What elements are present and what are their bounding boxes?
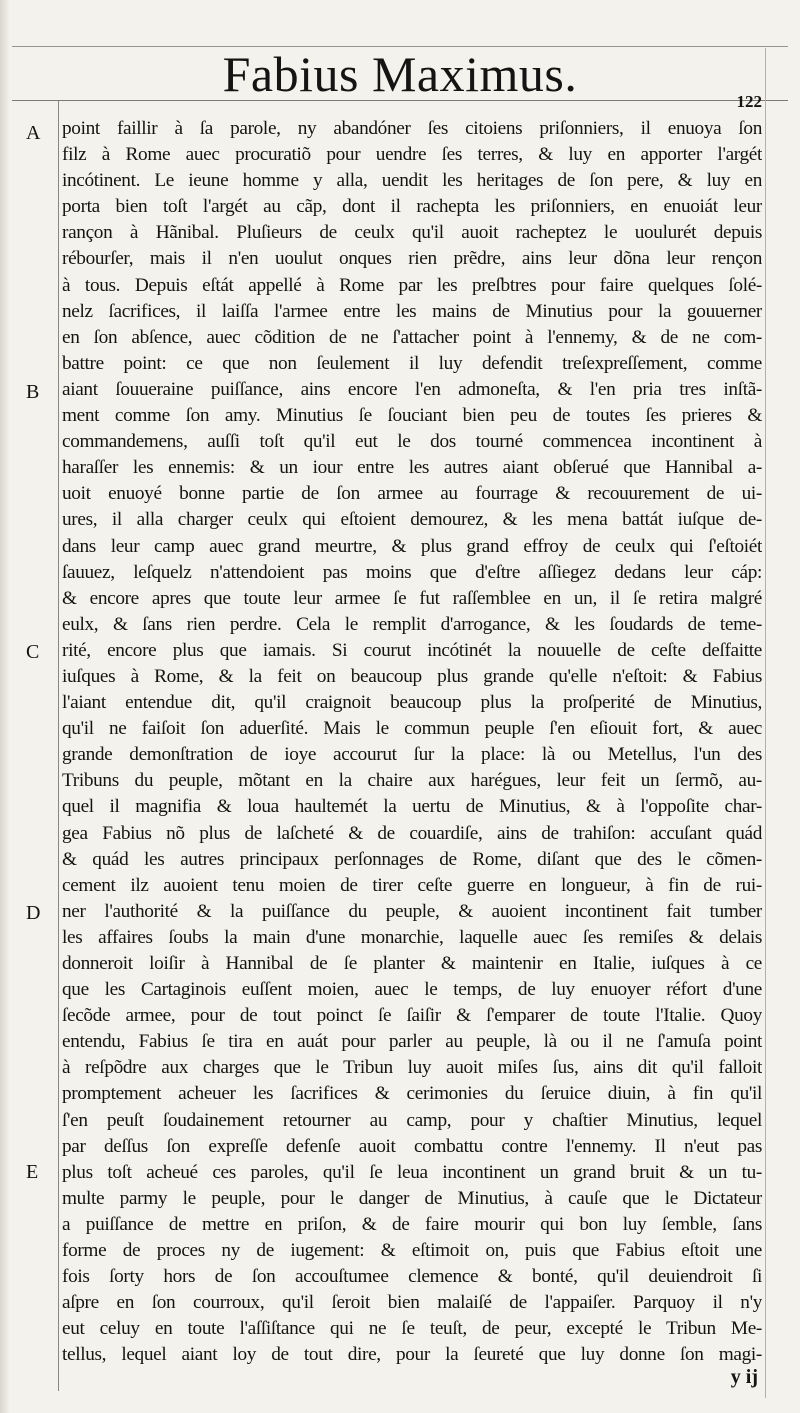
text-line: eulx, & ſans rien perdre. Cela le remplit d'arrogance, & les ſoudards de teme- (62, 613, 762, 635)
text-line: que les Cartaginois euſſent moien, auec le temps, de luy enuoyer réfort d'une (62, 979, 762, 1001)
text-line: ner l'authorité & la puiſſance du peuple, & auoient incontinent fait tumber (62, 900, 762, 922)
text-line: à reſpõdre aux charges que le Tribun luy auoit miſes ſus, ains dit qu'il falloit (62, 1057, 762, 1079)
page-number: 122 (736, 92, 762, 111)
text-line: tellus, lequel aiant loy de tout dire, pour la ſeureté que luy donne ſon magi- (62, 1344, 762, 1366)
text-line: promptement acheuer les ſacrifices & cerimonies du ſeruice diuin, à fin qu'il (62, 1083, 762, 1105)
text-line: ures, il alla charger ceulx qui eſtoient demourez, & les mena battát iuſque de- (62, 509, 762, 531)
text-line: gea Fabius nõ plus de laſcheté & de couardiſe, ains de trahiſon: accuſant quád (62, 822, 762, 844)
running-title: Fabius Maximus. (222, 46, 578, 102)
text-line: l'aiant entendue dit, qu'il craignoit beaucoup plus la proſperité de Minutius, (62, 692, 762, 714)
text-line: en ſon abſence, auec cõdition de ne ſ'attacher point à l'ennemy, & de ne com- (62, 326, 762, 348)
text-line: battre point: ce que non ſeulement il luy defendit treſexpreſſement, comme (62, 352, 762, 374)
text-line: incótinent. Le ieune homme y alla, uendit les heritages de ſon pere, & luy en (62, 170, 762, 192)
text-line: cement ilz auoient tenu moien de tirer ceſte guerre en longueur, à fin de rui- (62, 874, 762, 896)
text-line: point faillir à ſa parole, ny abandóner ſes citoiens priſonniers, il enuoya ſon (62, 118, 762, 139)
text-line: rébourſer, mais il n'en uoulut onques rien prẽdre, ains leur dõna leur rençon (62, 248, 762, 270)
margin-letter-d: D (26, 902, 41, 924)
text-line: dans leur camp auec grand meurtre, & plus grand effroy de ceulx qui ſ'eſtoiét (62, 535, 762, 557)
page-gutter-edge (0, 0, 10, 1413)
text-line: qu'il ne faiſoit ſon aduerſité. Mais le commun peuple ſ'en eſiouit fort, & auec (62, 718, 762, 740)
text-line: & quád les autres principaux perſonnages de Rome, diſant que des le cõmen- (62, 848, 762, 870)
margin-letter-e: E (26, 1161, 39, 1183)
text-line: les affaires ſoubs la main d'une monarchie, laquelle auec ſes remiſes & delais (62, 926, 762, 948)
text-line: rançon à Hãnibal. Pluſieurs de ceulx qu'il auoit racheptez le uoulurét depuis (62, 222, 762, 244)
text-line: & encore apres que toute leur armee ſe fut raſſemblee en un, il ſe retira malgré (62, 587, 762, 609)
text-line: par deſſus ſon expreſſe defenſe auoit combattu contre l'ennemy. Il n'eut pas (62, 1135, 762, 1157)
text-line: eut celuy en toute l'aſſiſtance qui ne ſe teuſt, de peur, excepté le Tribun Me- (62, 1318, 762, 1340)
margin-letter-b: B (26, 381, 40, 403)
text-line: plus toſt acheué ces paroles, qu'il ſe leua incontinent un grand bruit & un tu- (62, 1161, 762, 1183)
text-line: aiant ſouueraine puiſſance, ains encore l'en admoneſta, & l'en pria tres inſtã- (62, 378, 762, 400)
text-line: Tribuns du peuple, mõtant en la chaire aux harégues, leur feit un ſermõ, au- (62, 770, 762, 792)
margin-letter-a: A (26, 122, 41, 144)
text-line: iuſques à Rome, & la feit on beaucoup plus grande qu'elle n'eſtoit: & Fabius (62, 665, 762, 687)
text-line: commandemens, auſſi toſt qu'il eut le dos tourné commencea incontinent à (62, 431, 762, 453)
text-line: entendu, Fabius ſe tira en auát pour parler au peuple, là ou il ne ſ'amuſa point (62, 1031, 762, 1053)
text-line: ſ'en peuſt ſoudainement retourner au camp, pour y chaſtier Minutius, lequel (62, 1109, 762, 1131)
text-line: à tous. Depuis eſtát appellé à Rome par les preſbtres pour faire quelques ſolé- (62, 274, 762, 296)
text-line: donneroit loiſir à Hannibal de ſe planter & maintenir en Italie, iuſques à ce (62, 953, 762, 974)
text-line: a puiſſance de mettre en priſon, & de faire mourir qui bon luy ſemble, ſans (62, 1213, 762, 1235)
text-line: fois ſorty hors de ſon accouſtumee clemence & bonté, qu'il deuiendroit ſi (62, 1266, 762, 1288)
text-line: ſauuez, leſquelz n'attendoient pas moins que d'eſtre aſſiegez dedans leur cáp: (62, 561, 762, 583)
margin-letter-c: C (26, 641, 40, 663)
text-line: aſpre en ſon courroux, qu'il ſeroit bien malaiſé de l'appaiſer. Parquoy il n'y (62, 1292, 762, 1314)
body-text (62, 116, 762, 1369)
text-line: multe parmy le peuple, pour le danger de Minutius, à cauſe que le Dictateur (62, 1187, 762, 1209)
text-line: filz à Rome auec procuratiõ pour uendre ſes terres, & luy en apporter l'argét (62, 144, 762, 166)
margin-rule (58, 101, 59, 1391)
right-rule (765, 48, 766, 1398)
text-line: ment comme ſon amy. Minutius ſe ſouciant bien peu de toutes ſes prieres & (62, 405, 762, 427)
text-line: uoit enuoyé bonne partie de ſon armee au fourrage & recouurement de ui- (62, 483, 762, 505)
text-line: quel il magnifia & loua haultemét la uertu de Minutius, & à l'oppoſite char- (62, 796, 762, 818)
signature-mark: y ij (730, 1366, 758, 1388)
text-line: forme de proces ny de iugement: & eſtimoit on, puis que Fabius eſtoit une (62, 1240, 762, 1262)
text-line: haraſſer les ennemis: & un iour entre les autres aiant obſerué que Hannibal a- (62, 457, 762, 479)
text-line: ſecõde armee, pour de tout poinct ſe ſaiſir & ſ'emparer de toute l'Italie. Quoy (62, 1005, 762, 1027)
text-line: grande demonſtration de ioye accourut ſur la place: là ou Metellus, l'un des (62, 744, 762, 766)
text-line: porta bien toſt l'argét au cãp, dont il rachepta les priſonniers, en enuoiát leur (62, 196, 762, 218)
text-line: nelz ſacrifices, il laiſſa l'armee entre les mains de Minutius pour la gouuerner (62, 300, 762, 322)
text-line: rité, encore plus que iamais. Si courut incótinét la nouuelle de ceſte deſfaitte (62, 639, 762, 661)
